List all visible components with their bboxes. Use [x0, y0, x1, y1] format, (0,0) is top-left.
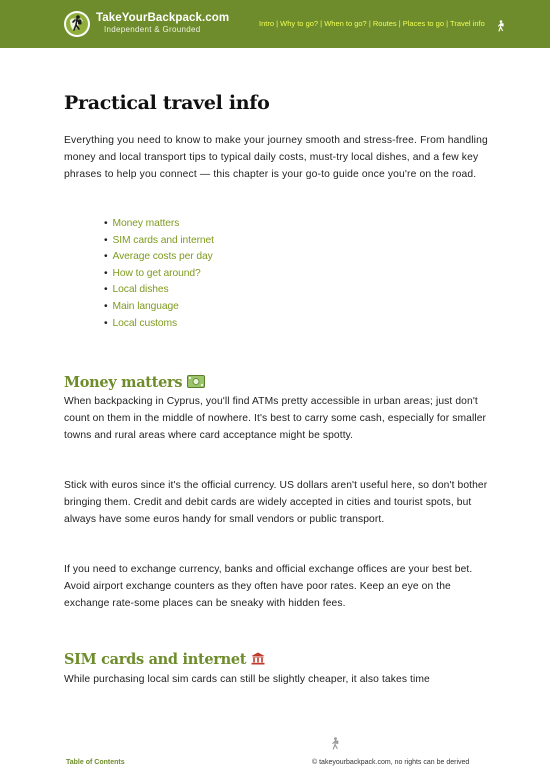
nav-separator: |	[444, 19, 451, 28]
money-paragraph-2: Stick with euros since it's the official currency. US dollars aren't useful here, so don't bother bringing them. Credit and debit cards are widely accepted in cities and tourist spots, but always have some euros handy for small vendors or public transport.	[64, 480, 488, 525]
nav-places-to-go[interactable]: Places to go	[402, 19, 445, 28]
nav-separator: |	[396, 19, 403, 28]
nav-routes[interactable]: Routes	[372, 19, 397, 28]
top-nav	[259, 19, 485, 28]
nav-intro[interactable]: Intro	[259, 19, 275, 28]
hiker-icon	[496, 19, 506, 37]
chapter-toc	[104, 216, 214, 332]
brand-tagline: Independent & Grounded	[104, 25, 201, 34]
toc-link-money-matters[interactable]: • Money matters	[104, 216, 214, 233]
nav-separator: |	[318, 19, 325, 28]
toc-link-average-costs[interactable]: • Average costs per day	[104, 249, 214, 266]
toc-link-local-dishes[interactable]: • Local dishes	[104, 282, 214, 299]
intro-paragraph: Everything you need to know to make your journey smooth and stress-free. From handling money and local transport tips to typical daily costs, must-try local dishes, and a few key phrases to help you connect — this chapter is your go-to guide once you're on the road.	[64, 135, 488, 180]
page-title: Practical travel info	[64, 92, 270, 114]
money-matters-heading-text: Money matters	[64, 374, 183, 391]
sim-cards-heading	[64, 651, 265, 669]
table-of-contents-link[interactable]: Table of Contents	[66, 759, 125, 766]
nav-why-to-go[interactable]: Why to go?	[280, 19, 319, 28]
nav-separator: |	[274, 19, 281, 28]
money-matters-heading	[64, 374, 205, 392]
money-icon	[187, 375, 205, 392]
toc-link-main-language[interactable]: • Main language	[104, 299, 214, 316]
toc-link-sim-cards[interactable]: • SIM cards and internet	[104, 233, 214, 250]
brand-name[interactable]: TakeYourBackpack.com	[96, 12, 230, 24]
sim-cards-heading-text: SIM cards and internet	[64, 651, 247, 668]
globe-hiker-logo[interactable]	[64, 11, 90, 37]
bank-icon	[251, 652, 265, 669]
toc-link-local-customs[interactable]: • Local customs	[104, 316, 214, 333]
money-paragraph-1: When backpacking in Cyprus, you'll find ATMs pretty accessible in urban areas; just don't count on them in the middle of nowhere. It's best to carry some cash, especially for smaller towns and rural areas where card acceptance might be spotty.	[64, 396, 487, 441]
money-paragraph-3: If you need to exchange currency, banks and official exchange offices are your best bet. Avoid airport exchange counters as they often have poor rates. Keep an eye on the exchange rate-some places can be sneaky with hidden fees.	[64, 564, 473, 609]
page-header	[0, 0, 550, 48]
hiker-icon	[330, 737, 341, 755]
nav-travel-info[interactable]: Travel info	[450, 19, 485, 28]
nav-when-to-go[interactable]: When to go?	[324, 19, 367, 28]
nav-separator: |	[366, 19, 373, 28]
footer-copyright: © takeyourbackpack.com, no rights can be derived	[312, 759, 470, 766]
toc-link-get-around[interactable]: • How to get around?	[104, 266, 214, 283]
sim-paragraph-1: While purchasing local sim cards can still be slightly cheaper, it also takes time	[64, 674, 430, 685]
